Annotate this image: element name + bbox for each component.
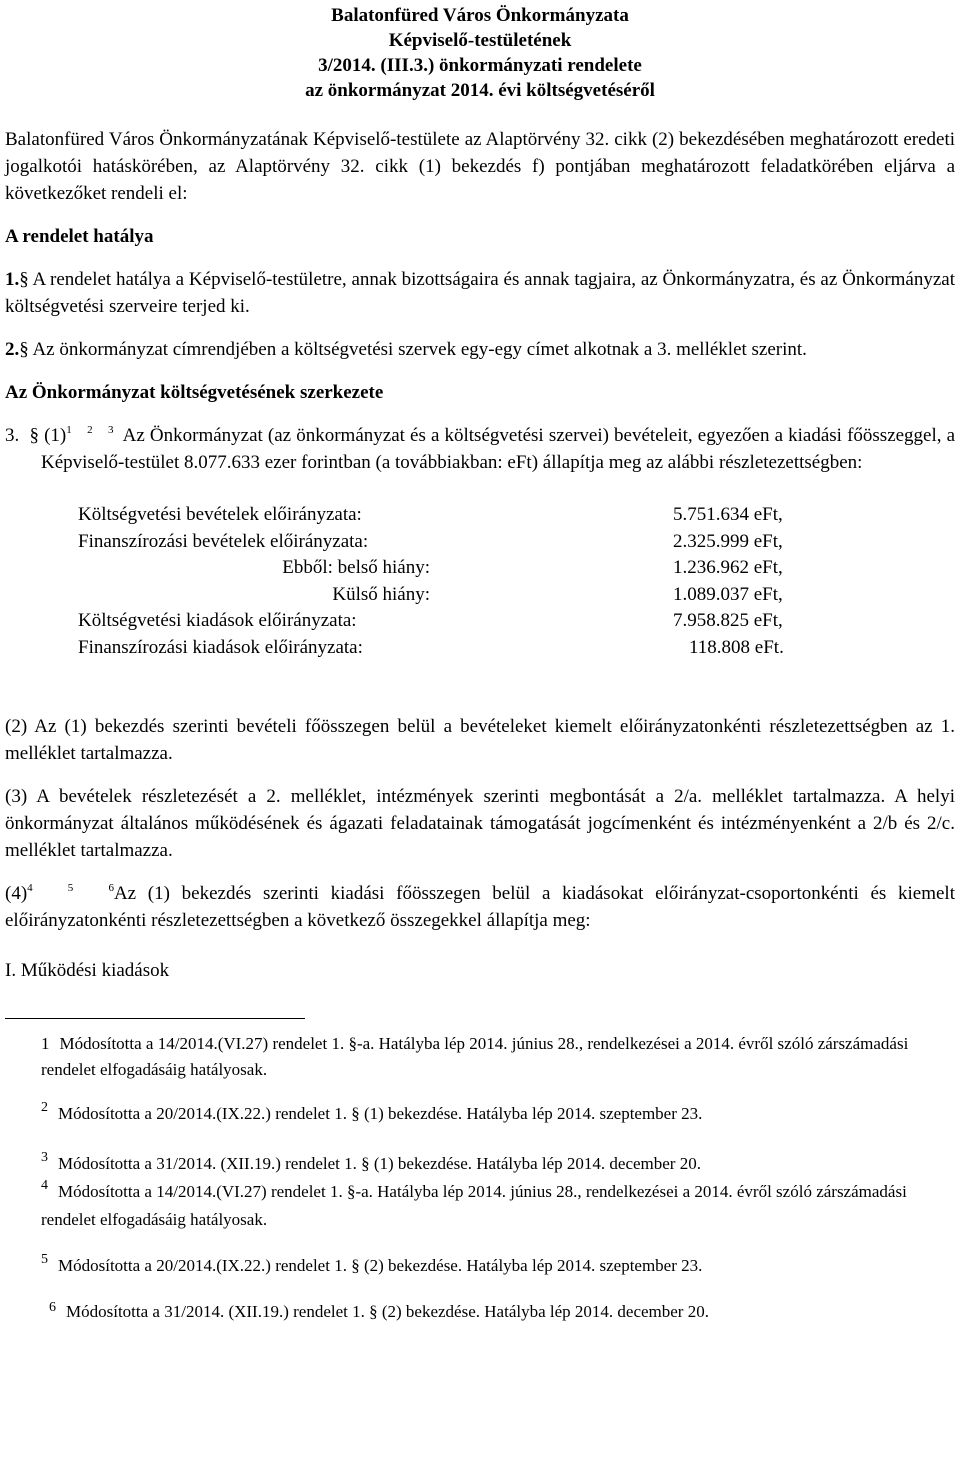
table-row — [78, 502, 784, 529]
footnote-number: 3 — [41, 1150, 48, 1165]
table-row — [78, 635, 784, 662]
footnote-number: 1 — [41, 1034, 50, 1053]
article-2-number: 2. — [5, 339, 20, 360]
title-line-3: 3/2014. (III.3.) önkormányzati rendelete — [318, 55, 642, 76]
footnote-5 — [5, 1253, 955, 1281]
footnote-divider — [5, 1018, 305, 1019]
budget-amount: 2.325.999 eFt, — [673, 530, 783, 552]
footnote-text: Módosította a 31/2014. (XII.19.) rendelet 1. § (2) bekezdése. Hatályba lép 2014. december 20. — [66, 1302, 709, 1321]
budget-label: Finanszírozási kiadások előirányzata: — [78, 636, 363, 658]
footnote-ref: 2 — [87, 424, 93, 436]
footnote-3 — [5, 1151, 955, 1179]
article-1 — [5, 266, 955, 320]
budget-label: Költségvetési kiadások előirányzata: — [78, 610, 357, 631]
budget-table — [78, 502, 784, 661]
article-3-text: Az Önkormányzat (az önkormányzat és a költségvetési szervei) bevételeit, egyezően a kiadási főösszeggel, a Képviselő-testület 8.077.633 ezer forintban (a továbbiakban: eFt) állapítja meg az alábbi részletezettségben: — [41, 425, 956, 473]
footnote-number: 6 — [49, 1300, 56, 1315]
footnote-text: Módosította a 14/2014.(VI.27) rendelet 1. §-a. Hatályba lép 2014. június 28., rendelkezései a 2014. évről szóló zárszámadási rendelet elfogadásáig hatályosak. — [41, 1034, 909, 1079]
footnote-number: 4 — [41, 1178, 48, 1193]
budget-label: Ebből: belső hiány: — [282, 557, 430, 578]
section-sign-icon: § — [19, 339, 29, 360]
section-sign-icon: § — [29, 425, 39, 446]
section-heading-structure: Az Önkormányzat költségvetésének szerkezete — [5, 382, 384, 403]
paragraph-number: (1) — [44, 425, 67, 446]
footnote-text: Módosította a 20/2014.(IX.22.) rendelet 1. § (2) bekezdése. Hatályba lép 2014. szeptember 23. — [58, 1256, 703, 1275]
table-row — [78, 555, 784, 582]
budget-label: Finanszírozási bevételek előirányzata: — [78, 530, 369, 552]
section-sign-icon: § — [19, 269, 29, 290]
article-2-text: Az önkormányzat címrendjében a költségvetési szervek egy-egy címet alkotnak a 3. melléklet szerint. — [32, 339, 807, 360]
article-3-paragraph-4 — [5, 880, 955, 934]
paragraph-number: (4) — [5, 883, 28, 904]
budget-amount: 118.808 eFt. — [689, 636, 784, 658]
footnote-text: Módosította a 31/2014. (XII.19.) rendelet 1. § (1) bekezdése. Hatályba lép 2014. december 20. — [58, 1154, 701, 1173]
table-row — [78, 582, 784, 609]
budget-amount: 1.089.037 eFt, — [673, 583, 783, 605]
section-heading-scope: A rendelet hatálya — [5, 226, 154, 247]
subsection-heading: I. Működési kiadások — [5, 960, 170, 981]
title-line-1: Balatonfüred Város Önkormányzata — [331, 5, 629, 26]
table-row — [78, 529, 784, 556]
title-line-4: az önkormányzat 2014. évi költségvetéséről — [305, 80, 655, 101]
document-title-block — [5, 3, 955, 103]
footnote-1 — [5, 1031, 955, 1083]
title-line-2: Képviselő-testületének — [388, 30, 572, 51]
footnote-ref: 6 — [108, 882, 114, 894]
article-3-paragraph-4-text: Az (1) bekezdés szerinti kiadási főösszegen belül a kiadásokat előirányzat-csoportonkénti és kiemelt előirányzatonkénti részletezettségben a következő összegekkel állapítja meg: — [5, 883, 955, 931]
budget-amount: 7.958.825 eFt, — [673, 610, 783, 631]
document-page — [5, 0, 955, 1327]
footnote-number: 5 — [41, 1252, 48, 1267]
footnote-ref: 1 — [66, 424, 72, 436]
article-2 — [5, 336, 955, 363]
budget-label: Költségvetési bevételek előirányzata: — [78, 504, 362, 525]
article-3-paragraph-1 — [5, 422, 955, 476]
budget-label: Külső hiány: — [332, 583, 430, 605]
footnotes — [5, 1031, 955, 1327]
footnote-ref: 5 — [67, 882, 74, 894]
article-1-text: A rendelet hatálya a Képviselő-testületre, annak bizottságaira és annak tagjaira, az Önkormányzatra, és az Önkormányzat költségvetési szerveire terjed ki. — [5, 269, 955, 317]
footnote-ref: 4 — [27, 882, 33, 894]
footnote-ref: 3 — [107, 424, 114, 436]
budget-amount: 5.751.634 eFt, — [673, 504, 783, 525]
footnote-2 — [5, 1101, 955, 1129]
footnote-number: 2 — [41, 1100, 48, 1115]
article-3-paragraph-2: (2) Az (1) bekezdés szerinti bevételi főösszegen belül a bevételeket kiemelt előirányzatonkénti részletezettségben az 1. melléklet tartalmazza. — [5, 716, 955, 764]
article-1-number: 1. — [5, 269, 20, 290]
footnote-6 — [5, 1299, 955, 1327]
article-3-paragraph-3: (3) A bevételek részletezését a 2. melléklet, intézmények szerinti megbontását a 2/a. melléklet tartalmazza. A helyi önkormányzat általános működésének és ágazati feladatainak támogatását jogcímenként és intézményenként a 2/b és 2/c. melléklet tartalmazza. — [5, 786, 955, 861]
table-row — [78, 608, 784, 635]
footnote-text: Módosította a 20/2014.(IX.22.) rendelet 1. § (1) bekezdése. Hatályba lép 2014. szeptember 23. — [58, 1104, 703, 1123]
preamble: Balatonfüred Város Önkormányzatának Képviselő-testülete az Alaptörvény 32. cikk (2) bekezdésében meghatározott eredeti jogalkotói hatáskörében, az Alaptörvény 32. cikk (1) bekezdés f) pontjában meghatározott feladatkörében eljárva a következőket rendeli el: — [5, 129, 955, 204]
footnote-text: Módosította a 14/2014.(VI.27) rendelet 1. §-a. Hatályba lép 2014. június 28., rendelkezései a 2014. évről szóló zárszámadási rendelet elfogadásáig hatályosak. — [41, 1182, 907, 1229]
budget-amount: 1.236.962 eFt, — [673, 557, 783, 578]
article-3-number: 3. — [5, 425, 20, 446]
footnote-4 — [5, 1179, 955, 1233]
